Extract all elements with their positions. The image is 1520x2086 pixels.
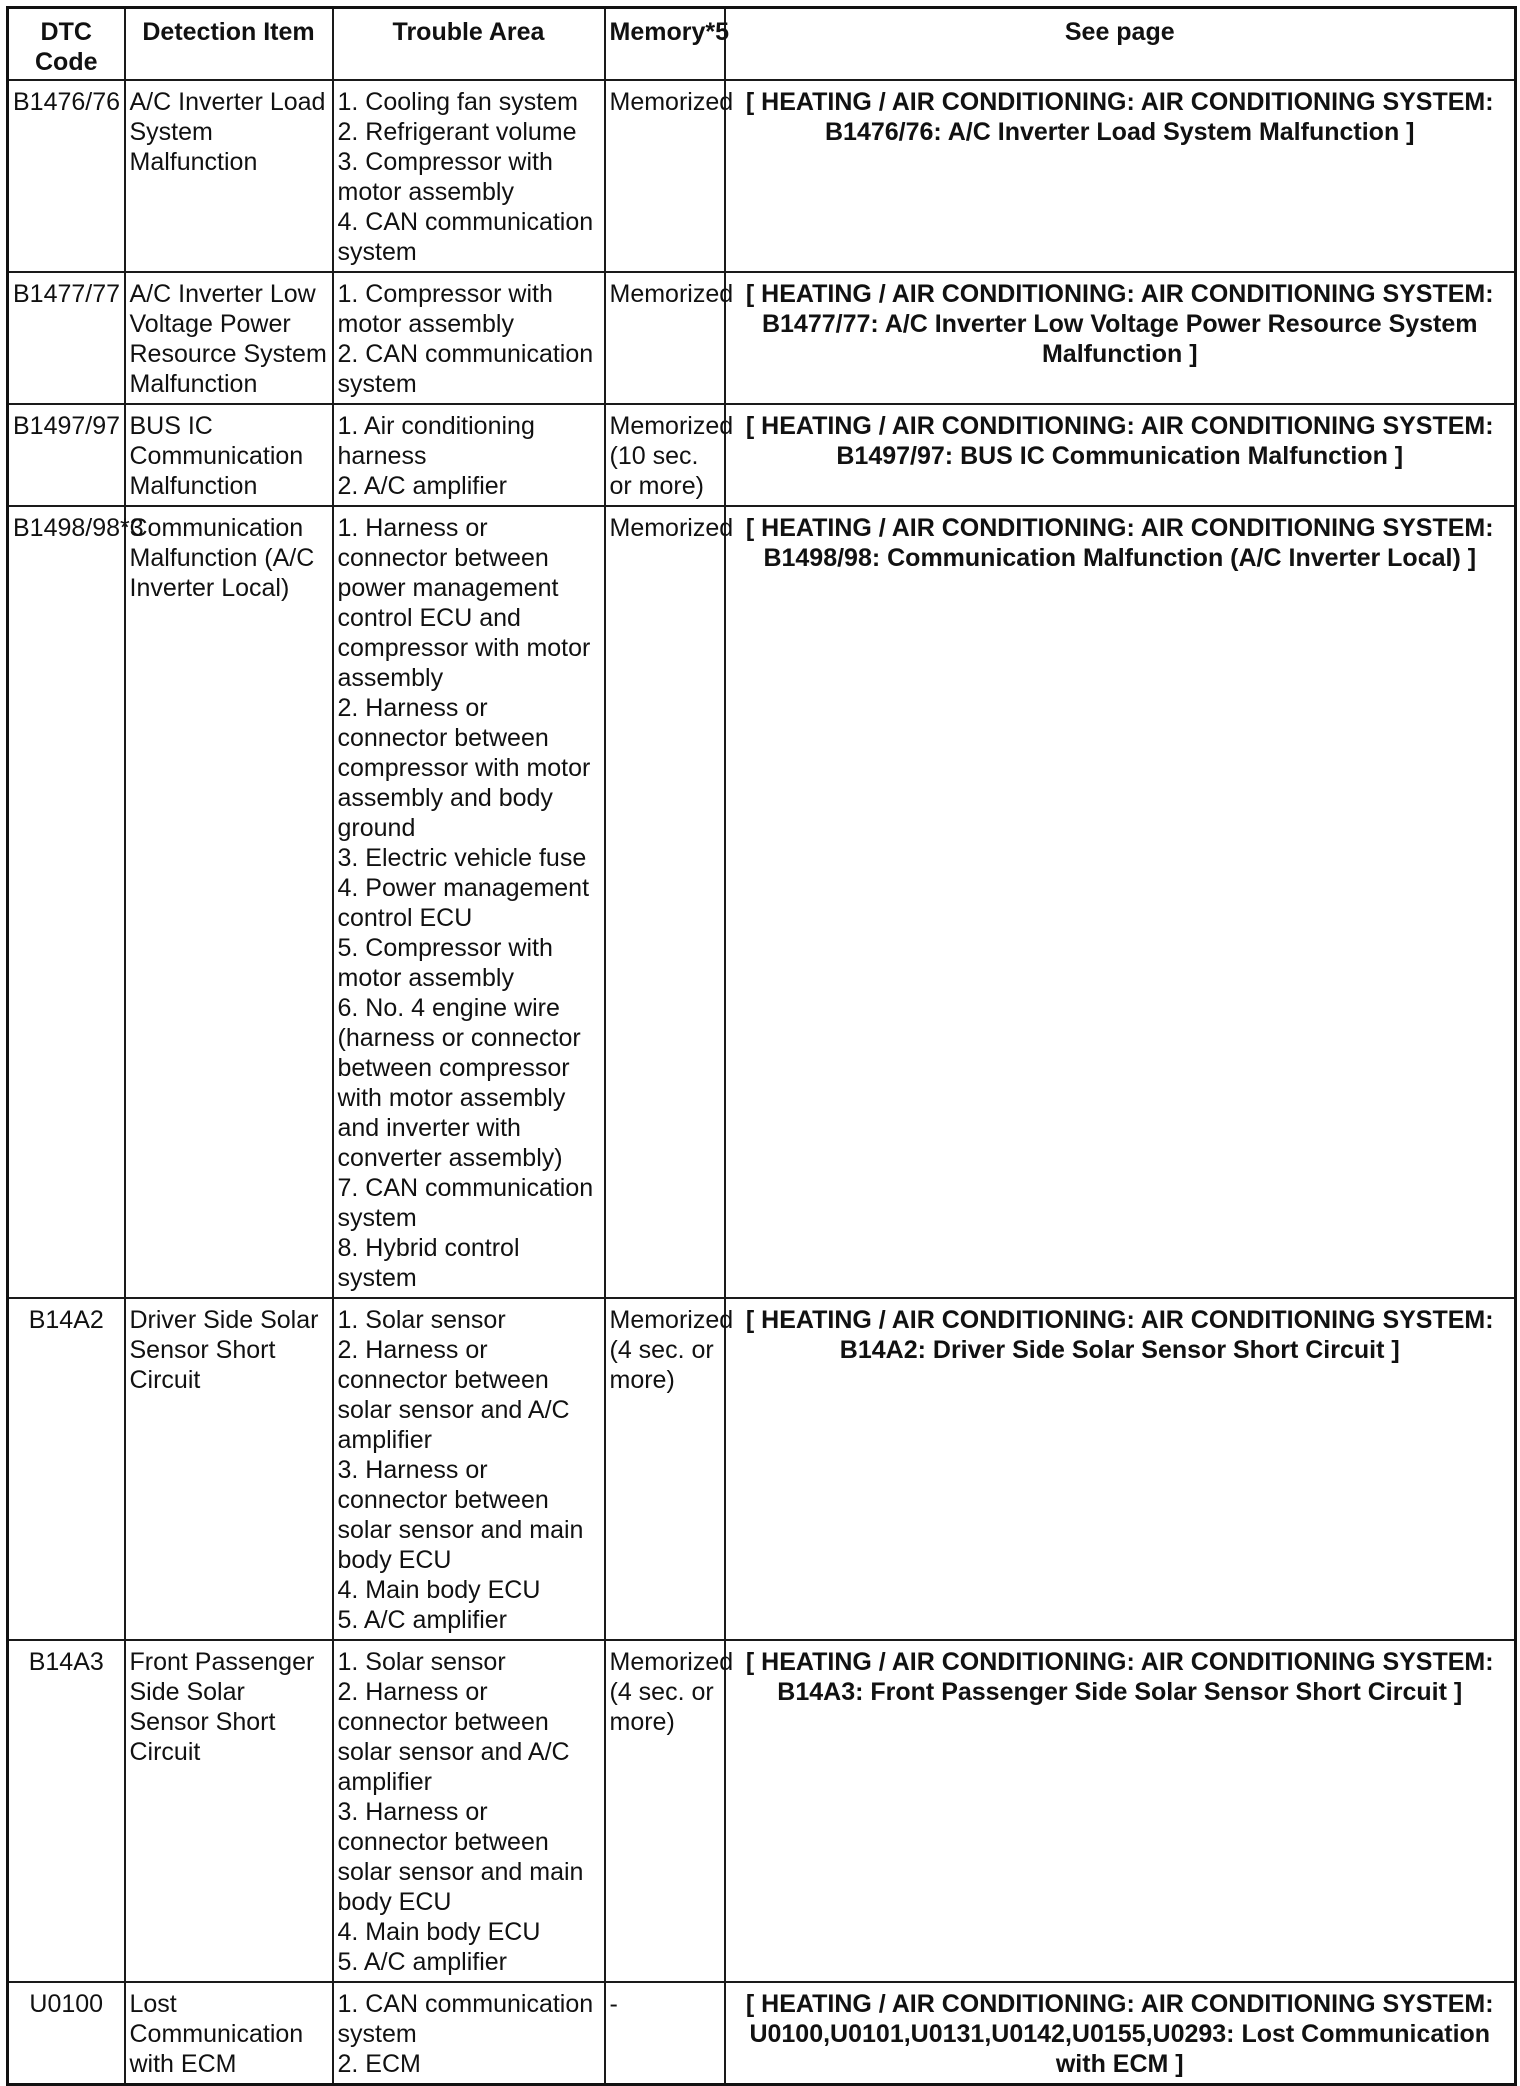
see-page-link[interactable]: [ HEATING / AIR CONDITIONING: AIR CONDITIONING SYSTEM: B14A3: Front Passenger Side Solar Sensor Short Circuit ] [725,1640,1516,1982]
detection-item-cell: A/C Inverter Load System Malfunction [125,80,333,272]
trouble-area-item: 2. Harness or connector between compressor with motor assembly and body ground [337,694,591,842]
header-row [8,8,1516,81]
trouble-area-item: 6. No. 4 engine wire (harness or connector between compressor with motor assembly and inverter with converter assembly) [337,994,581,1172]
trouble-area-item: 1. Air conditioning harness [337,412,535,470]
table-row [8,1982,1516,2085]
trouble-area-item: 2. Refrigerant volume [337,118,577,146]
trouble-area-item: 4. Main body ECU [337,1576,541,1604]
detection-item-cell: Front Passenger Side Solar Sensor Short Circuit [125,1640,333,1982]
trouble-area-cell [333,1640,605,1982]
detection-item-cell: Lost Communication with ECM [125,1982,333,2085]
trouble-area-item: 2. Harness or connector between solar sensor and A/C amplifier [337,1678,570,1796]
memory-cell: Memorized [605,80,725,272]
dtc-code-cell: B14A2 [8,1298,125,1640]
trouble-area-item: 5. Compressor with motor assembly [337,934,553,992]
dtc-code-cell: B1497/97 [8,404,125,506]
trouble-area-item: 2. CAN communication system [337,340,594,398]
memory-cell: Memorized (4 sec. or more) [605,1298,725,1640]
see-page-link[interactable]: [ HEATING / AIR CONDITIONING: AIR CONDITIONING SYSTEM: B1476/76: A/C Inverter Load System Malfunction ] [725,80,1516,272]
detection-item-cell: BUS IC Communication Malfunction [125,404,333,506]
dtc-code-cell: B1476/76 [8,80,125,272]
trouble-area-item: 4. Main body ECU [337,1918,541,1946]
see-page-link[interactable]: [ HEATING / AIR CONDITIONING: AIR CONDITIONING SYSTEM: U0100,U0101,U0131,U0142,U0155,U0293: Lost Communication with ECM ] [725,1982,1516,2085]
trouble-area-item: 1. CAN communication system [337,1990,594,2048]
trouble-area-item: 2. Harness or connector between solar sensor and A/C amplifier [337,1336,570,1454]
dtc-code-cell: U0100 [8,1982,125,2085]
header-detection-item: Detection Item [125,8,333,81]
trouble-area-item: 5. A/C amplifier [337,1948,508,1976]
trouble-area-item: 1. Solar sensor [337,1306,506,1334]
trouble-area-item: 1. Harness or connector between power management control ECU and compressor with motor assembly [337,514,591,692]
header-dtc-code: DTC Code [8,8,125,81]
dtc-code-cell: B1498/98*3 [8,506,125,1298]
header-see-page: See page [725,8,1516,81]
table-row [8,272,1516,404]
dtc-table [6,6,1517,2086]
dtc-code-cell: B1477/77 [8,272,125,404]
trouble-area-item: 1. Cooling fan system [337,88,578,116]
trouble-area-item: 1. Solar sensor [337,1648,506,1676]
trouble-area-item: 3. Harness or connector between solar sensor and main body ECU [337,1456,584,1574]
dtc-table-container [6,6,1514,2086]
trouble-area-cell [333,506,605,1298]
detection-item-cell: A/C Inverter Low Voltage Power Resource System Malfunction [125,272,333,404]
trouble-area-cell [333,80,605,272]
table-row [8,1298,1516,1640]
trouble-area-cell [333,1298,605,1640]
table-row [8,80,1516,272]
table-row [8,1640,1516,1982]
trouble-area-cell [333,404,605,506]
see-page-link[interactable]: [ HEATING / AIR CONDITIONING: AIR CONDITIONING SYSTEM: B1497/97: BUS IC Communication Malfunction ] [725,404,1516,506]
trouble-area-item: 8. Hybrid control system [337,1234,520,1292]
memory-cell: Memorized [605,272,725,404]
trouble-area-item: 5. A/C amplifier [337,1606,508,1634]
trouble-area-item: 7. CAN communication system [337,1174,594,1232]
memory-cell: Memorized [605,506,725,1298]
trouble-area-cell [333,1982,605,2085]
table-row [8,506,1516,1298]
detection-item-cell: Driver Side Solar Sensor Short Circuit [125,1298,333,1640]
trouble-area-item: 3. Compressor with motor assembly [337,148,553,206]
see-page-link[interactable]: [ HEATING / AIR CONDITIONING: AIR CONDITIONING SYSTEM: B1477/77: A/C Inverter Low Voltage Power Resource System Malfunction ] [725,272,1516,404]
memory-cell: - [605,1982,725,2085]
memory-cell: Memorized (4 sec. or more) [605,1640,725,1982]
trouble-area-item: 1. Compressor with motor assembly [337,280,553,338]
trouble-area-item: 4. Power management control ECU [337,874,590,932]
trouble-area-cell [333,272,605,404]
table-row [8,404,1516,506]
dtc-code-cell: B14A3 [8,1640,125,1982]
trouble-area-item: 2. A/C amplifier [337,472,508,500]
trouble-area-item: 2. ECM [337,2050,421,2078]
trouble-area-item: 3. Harness or connector between solar sensor and main body ECU [337,1798,584,1916]
trouble-area-item: 3. Electric vehicle fuse [337,844,587,872]
header-memory: Memory*5 [605,8,725,81]
see-page-link[interactable]: [ HEATING / AIR CONDITIONING: AIR CONDITIONING SYSTEM: B1498/98: Communication Malfunction (A/C Inverter Local) ] [725,506,1516,1298]
trouble-area-item: 4. CAN communication system [337,208,594,266]
see-page-link[interactable]: [ HEATING / AIR CONDITIONING: AIR CONDITIONING SYSTEM: B14A2: Driver Side Solar Sensor Short Circuit ] [725,1298,1516,1640]
detection-item-cell: Communication Malfunction (A/C Inverter Local) [125,506,333,1298]
header-trouble-area: Trouble Area [333,8,605,81]
memory-cell: Memorized (10 sec. or more) [605,404,725,506]
